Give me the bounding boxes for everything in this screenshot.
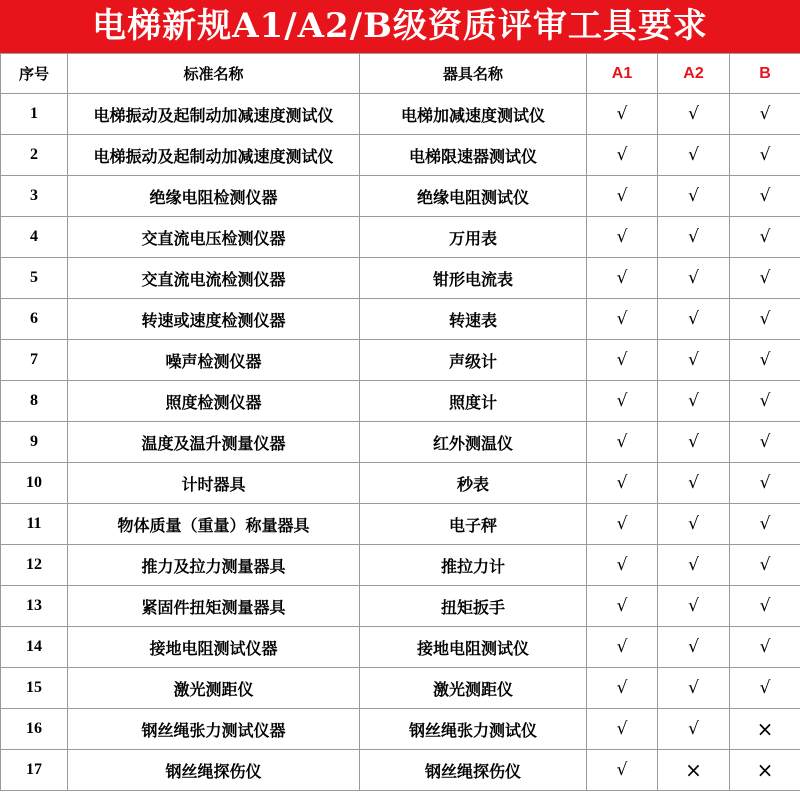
- cell-tool-name: 电梯限速器测试仪: [360, 135, 587, 176]
- cell-a2-mark: √: [658, 422, 730, 463]
- cell-a2-mark: √: [658, 258, 730, 299]
- cell-tool-name: 推拉力计: [360, 545, 587, 586]
- cell-tool-name: 红外测温仪: [360, 422, 587, 463]
- cell-a2-mark: √: [658, 709, 730, 750]
- cell-a1-mark: √: [587, 668, 658, 709]
- table-row: [1, 299, 800, 340]
- cell-tool-name: 钢丝绳探伤仪: [360, 750, 587, 791]
- header-tool-name: 器具名称: [360, 54, 587, 94]
- table-row: [1, 709, 800, 750]
- table-row: [1, 545, 800, 586]
- cell-standard-name: 噪声检测仪器: [68, 340, 360, 381]
- cell-b-mark: ×: [730, 750, 800, 791]
- table-row: [1, 750, 800, 791]
- cell-tool-name: 绝缘电阻测试仪: [360, 176, 587, 217]
- header-a2: A2: [658, 54, 730, 94]
- cell-standard-name: 计时器具: [68, 463, 360, 504]
- cell-standard-name: 电梯振动及起制动加减速度测试仪: [68, 135, 360, 176]
- cell-tool-name: 扭矩扳手: [360, 586, 587, 627]
- cell-a1-mark: √: [587, 545, 658, 586]
- cell-b-mark: √: [730, 504, 800, 545]
- cell-no: 7: [1, 340, 68, 381]
- cell-no: 5: [1, 258, 68, 299]
- cell-a1-mark: √: [587, 627, 658, 668]
- cell-b-mark: √: [730, 586, 800, 627]
- cell-b-mark: √: [730, 422, 800, 463]
- table-row: [1, 463, 800, 504]
- cell-no: 12: [1, 545, 68, 586]
- table-row: [1, 217, 800, 258]
- cell-b-mark: √: [730, 627, 800, 668]
- cell-standard-name: 紧固件扭矩测量器具: [68, 586, 360, 627]
- cell-a2-mark: √: [658, 176, 730, 217]
- cell-standard-name: 钢丝绳张力测试仪器: [68, 709, 360, 750]
- cell-a1-mark: √: [587, 463, 658, 504]
- cell-no: 2: [1, 135, 68, 176]
- cell-tool-name: 接地电阻测试仪: [360, 627, 587, 668]
- table-body: [1, 94, 800, 791]
- header-b: B: [730, 54, 800, 94]
- cell-b-mark: √: [730, 299, 800, 340]
- cell-no: 6: [1, 299, 68, 340]
- table-row: [1, 668, 800, 709]
- cell-a2-mark: √: [658, 94, 730, 135]
- cell-tool-name: 秒表: [360, 463, 587, 504]
- cell-standard-name: 交直流电压检测仪器: [68, 217, 360, 258]
- cell-standard-name: 交直流电流检测仪器: [68, 258, 360, 299]
- cell-tool-name: 电子秤: [360, 504, 587, 545]
- table-row: [1, 135, 800, 176]
- cell-no: 4: [1, 217, 68, 258]
- cell-no: 10: [1, 463, 68, 504]
- cell-a1-mark: √: [587, 709, 658, 750]
- cell-a1-mark: √: [587, 217, 658, 258]
- cell-a2-mark: √: [658, 299, 730, 340]
- cell-tool-name: 钢丝绳张力测试仪: [360, 709, 587, 750]
- cell-b-mark: √: [730, 463, 800, 504]
- cell-tool-name: 钳形电流表: [360, 258, 587, 299]
- cell-no: 1: [1, 94, 68, 135]
- cell-standard-name: 推力及拉力测量器具: [68, 545, 360, 586]
- cell-a2-mark: √: [658, 627, 730, 668]
- table-header-row: [1, 54, 800, 94]
- cell-a1-mark: √: [587, 381, 658, 422]
- cell-b-mark: √: [730, 381, 800, 422]
- table-row: [1, 586, 800, 627]
- cell-a2-mark: √: [658, 381, 730, 422]
- cell-b-mark: √: [730, 545, 800, 586]
- cell-b-mark: √: [730, 135, 800, 176]
- cell-no: 11: [1, 504, 68, 545]
- cell-standard-name: 照度检测仪器: [68, 381, 360, 422]
- cell-tool-name: 激光测距仪: [360, 668, 587, 709]
- page-title: 电梯新规A1/A2/B级资质评审工具要求: [0, 0, 800, 53]
- cell-a1-mark: √: [587, 176, 658, 217]
- cell-a1-mark: √: [587, 750, 658, 791]
- cell-no: 9: [1, 422, 68, 463]
- cell-a1-mark: √: [587, 504, 658, 545]
- cell-a2-mark: √: [658, 545, 730, 586]
- table-row: [1, 340, 800, 381]
- header-standard-name: 标准名称: [68, 54, 360, 94]
- cell-b-mark: √: [730, 258, 800, 299]
- cell-b-mark: √: [730, 217, 800, 258]
- table-row: [1, 258, 800, 299]
- cell-tool-name: 声级计: [360, 340, 587, 381]
- cell-a1-mark: √: [587, 586, 658, 627]
- cell-b-mark: √: [730, 94, 800, 135]
- cell-b-mark: ×: [730, 709, 800, 750]
- cell-a2-mark: √: [658, 463, 730, 504]
- cell-a2-mark: √: [658, 135, 730, 176]
- cell-a2-mark: √: [658, 340, 730, 381]
- cell-standard-name: 物体质量（重量）称量器具: [68, 504, 360, 545]
- cell-a2-mark: √: [658, 217, 730, 258]
- cell-a1-mark: √: [587, 299, 658, 340]
- cell-standard-name: 温度及温升测量仪器: [68, 422, 360, 463]
- header-a1: A1: [587, 54, 658, 94]
- cell-standard-name: 接地电阻测试仪器: [68, 627, 360, 668]
- header-no: 序号: [1, 54, 68, 94]
- cell-no: 14: [1, 627, 68, 668]
- cell-tool-name: 转速表: [360, 299, 587, 340]
- table-row: [1, 176, 800, 217]
- cell-a1-mark: √: [587, 422, 658, 463]
- cell-tool-name: 电梯加减速度测试仪: [360, 94, 587, 135]
- cell-standard-name: 绝缘电阻检测仪器: [68, 176, 360, 217]
- cell-b-mark: √: [730, 176, 800, 217]
- cell-no: 17: [1, 750, 68, 791]
- cell-tool-name: 万用表: [360, 217, 587, 258]
- cell-no: 8: [1, 381, 68, 422]
- table-row: [1, 94, 800, 135]
- cell-a1-mark: √: [587, 258, 658, 299]
- cell-tool-name: 照度计: [360, 381, 587, 422]
- cell-standard-name: 激光测距仪: [68, 668, 360, 709]
- cell-no: 3: [1, 176, 68, 217]
- cell-no: 16: [1, 709, 68, 750]
- cell-no: 15: [1, 668, 68, 709]
- cell-a2-mark: √: [658, 668, 730, 709]
- cell-standard-name: 钢丝绳探伤仪: [68, 750, 360, 791]
- cell-a1-mark: √: [587, 94, 658, 135]
- cell-b-mark: √: [730, 340, 800, 381]
- table-row: [1, 627, 800, 668]
- cell-a2-mark: √: [658, 586, 730, 627]
- table-row: [1, 381, 800, 422]
- cell-a1-mark: √: [587, 135, 658, 176]
- table-row: [1, 422, 800, 463]
- cell-a1-mark: √: [587, 340, 658, 381]
- cell-a2-mark: √: [658, 504, 730, 545]
- cell-standard-name: 电梯振动及起制动加减速度测试仪: [68, 94, 360, 135]
- requirements-table: [0, 53, 800, 791]
- cell-no: 13: [1, 586, 68, 627]
- cell-standard-name: 转速或速度检测仪器: [68, 299, 360, 340]
- cell-a2-mark: ×: [658, 750, 730, 791]
- table-row: [1, 504, 800, 545]
- cell-b-mark: √: [730, 668, 800, 709]
